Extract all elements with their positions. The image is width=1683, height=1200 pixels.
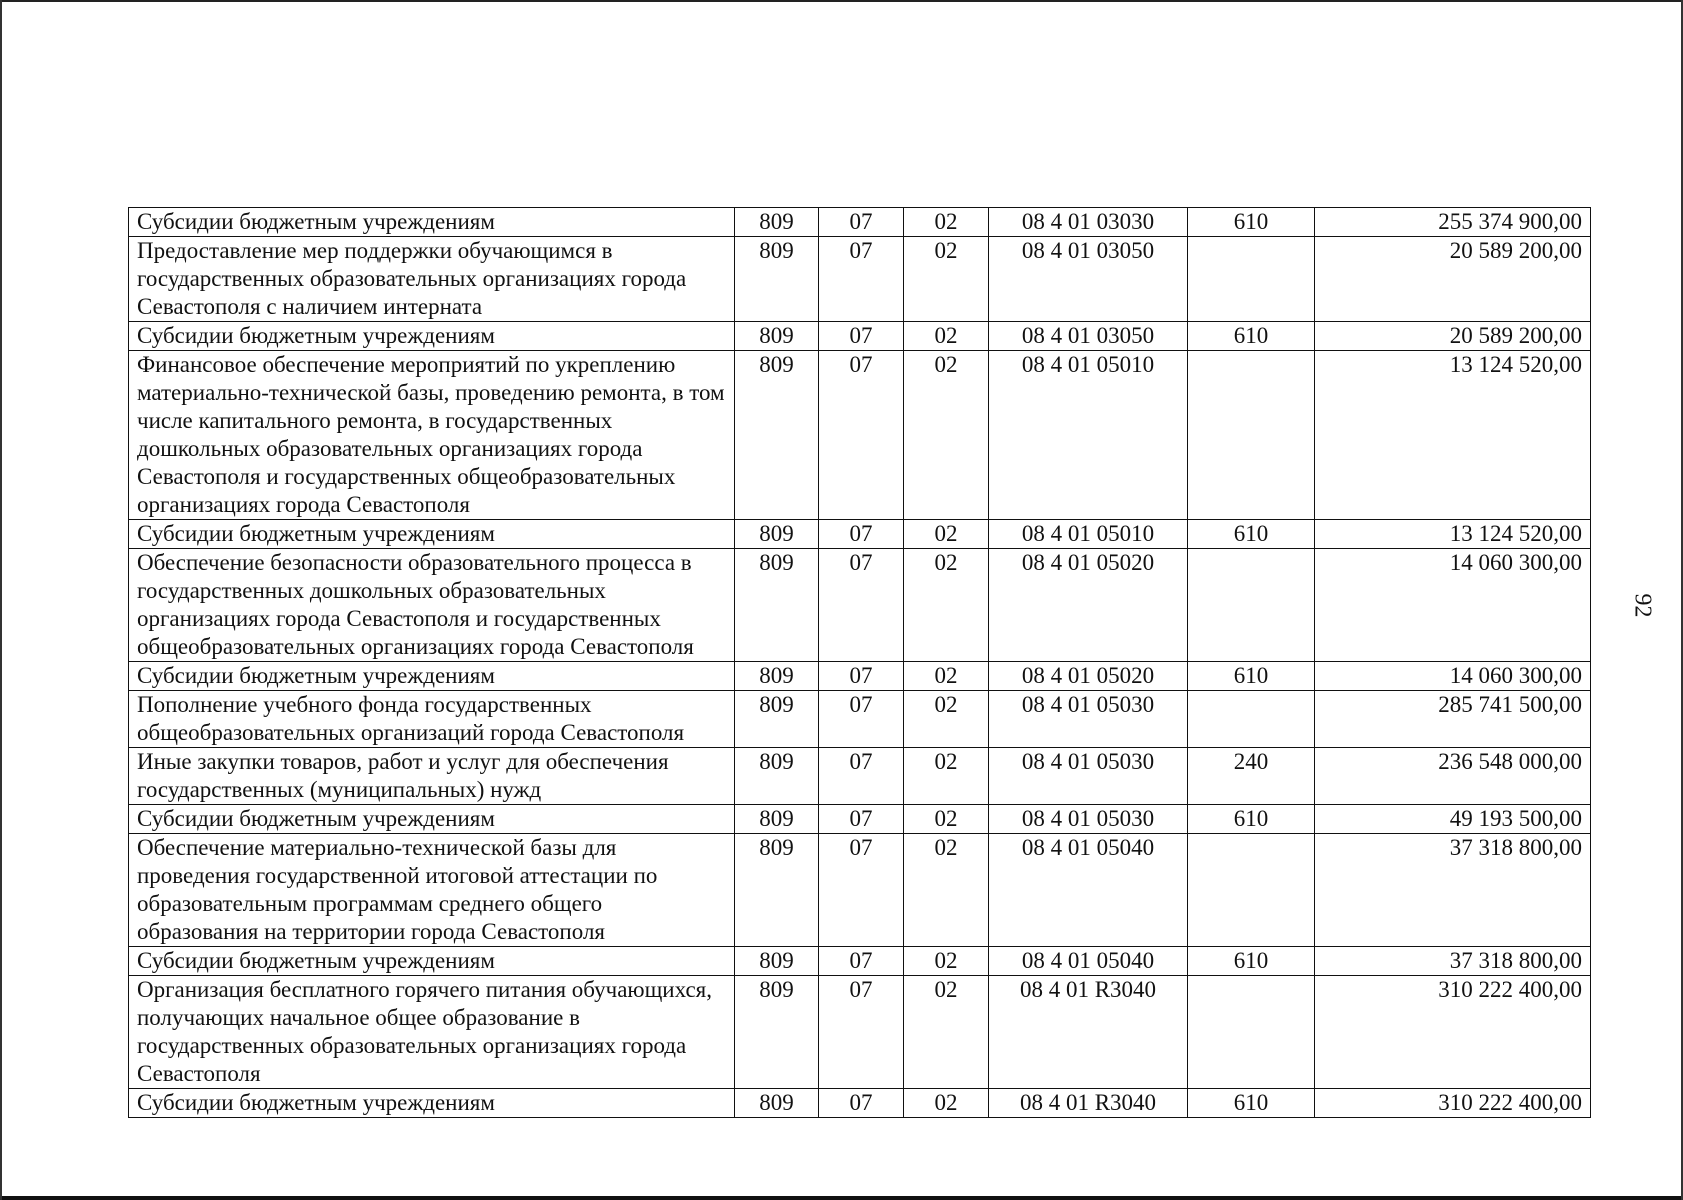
cell-target-article-code: 08 4 01 05010 [989,520,1188,549]
table-row [129,805,1591,834]
cell-expense-type-code: 610 [1188,520,1315,549]
cell-gr-code: 809 [735,322,819,351]
cell-subsection-code: 02 [904,237,989,322]
budget-table-body [129,208,1591,1118]
cell-target-article-code: 08 4 01 05040 [989,947,1188,976]
table-row [129,691,1591,748]
cell-subsection-code: 02 [904,549,989,662]
cell-amount: 14 060 300,00 [1315,549,1591,662]
cell-section-code: 07 [819,549,904,662]
cell-expense-type-code: 610 [1188,805,1315,834]
cell-gr-code: 809 [735,748,819,805]
cell-subsection-code: 02 [904,834,989,947]
cell-name: Иные закупки товаров, работ и услуг для обеспечения государственных (муниципальных) нужд [129,748,735,805]
cell-expense-type-code [1188,976,1315,1089]
budget-table [128,207,1591,1118]
cell-subsection-code: 02 [904,351,989,520]
cell-target-article-code: 08 4 01 05030 [989,748,1188,805]
cell-expense-type-code: 610 [1188,322,1315,351]
cell-name: Обеспечение безопасности образовательного процесса в государственных дошкольных образовательных организациях города Севастополя и государственных общеобразовательных организациях города Севастополя [129,549,735,662]
cell-expense-type-code: 610 [1188,662,1315,691]
cell-name: Субсидии бюджетным учреждениям [129,520,735,549]
cell-subsection-code: 02 [904,691,989,748]
cell-expense-type-code: 610 [1188,947,1315,976]
cell-gr-code: 809 [735,208,819,237]
cell-target-article-code: 08 4 01 03050 [989,322,1188,351]
cell-amount: 49 193 500,00 [1315,805,1591,834]
cell-target-article-code: 08 4 01 05030 [989,805,1188,834]
cell-section-code: 07 [819,691,904,748]
cell-expense-type-code [1188,237,1315,322]
cell-gr-code: 809 [735,520,819,549]
cell-target-article-code: 08 4 01 05010 [989,351,1188,520]
cell-name: Субсидии бюджетным учреждениям [129,662,735,691]
cell-section-code: 07 [819,805,904,834]
cell-gr-code: 809 [735,1089,819,1118]
cell-expense-type-code [1188,351,1315,520]
cell-section-code: 07 [819,237,904,322]
cell-name: Обеспечение материально-технической базы для проведения государственной итоговой аттестации по образовательным программам среднего общего образования на территории города Севастополя [129,834,735,947]
cell-subsection-code: 02 [904,805,989,834]
cell-section-code: 07 [819,662,904,691]
cell-gr-code: 809 [735,351,819,520]
cell-name: Субсидии бюджетным учреждениям [129,208,735,237]
cell-name: Финансовое обеспечение мероприятий по укреплению материально-технической базы, проведению ремонта, в том числе капитального ремонта, в государственных дошкольных образовательных организациях города Севастополя и государственных общеобразовательных организациях города Севастополя [129,351,735,520]
cell-amount: 310 222 400,00 [1315,976,1591,1089]
scan-edge-left [0,0,2,1200]
table-row [129,662,1591,691]
cell-amount: 285 741 500,00 [1315,691,1591,748]
cell-target-article-code: 08 4 01 05040 [989,834,1188,947]
cell-expense-type-code: 610 [1188,208,1315,237]
cell-expense-type-code [1188,834,1315,947]
cell-amount: 13 124 520,00 [1315,351,1591,520]
cell-target-article-code: 08 4 01 05030 [989,691,1188,748]
cell-subsection-code: 02 [904,1089,989,1118]
cell-amount: 13 124 520,00 [1315,520,1591,549]
table-row [129,976,1591,1089]
cell-amount: 20 589 200,00 [1315,237,1591,322]
cell-amount: 255 374 900,00 [1315,208,1591,237]
cell-name: Предоставление мер поддержки обучающимся в государственных образовательных организациях города Севастополя с наличием интерната [129,237,735,322]
cell-section-code: 07 [819,351,904,520]
page-number: 92 [1629,593,1656,618]
cell-target-article-code: 08 4 01 R3040 [989,1089,1188,1118]
cell-gr-code: 809 [735,947,819,976]
cell-gr-code: 809 [735,691,819,748]
cell-subsection-code: 02 [904,208,989,237]
cell-name: Субсидии бюджетным учреждениям [129,805,735,834]
cell-expense-type-code: 610 [1188,1089,1315,1118]
cell-target-article-code: 08 4 01 05020 [989,549,1188,662]
cell-gr-code: 809 [735,662,819,691]
table-row [129,322,1591,351]
cell-name: Организация бесплатного горячего питания обучающихся, получающих начальное общее образование в государственных образовательных организациях города Севастополя [129,976,735,1089]
cell-target-article-code: 08 4 01 R3040 [989,976,1188,1089]
cell-section-code: 07 [819,947,904,976]
table-row [129,237,1591,322]
cell-section-code: 07 [819,748,904,805]
cell-amount: 37 318 800,00 [1315,834,1591,947]
cell-section-code: 07 [819,976,904,1089]
cell-amount: 37 318 800,00 [1315,947,1591,976]
cell-gr-code: 809 [735,237,819,322]
cell-gr-code: 809 [735,805,819,834]
cell-target-article-code: 08 4 01 03050 [989,237,1188,322]
table-row [129,208,1591,237]
cell-target-article-code: 08 4 01 03030 [989,208,1188,237]
cell-section-code: 07 [819,1089,904,1118]
cell-expense-type-code: 240 [1188,748,1315,805]
cell-name: Субсидии бюджетным учреждениям [129,322,735,351]
cell-subsection-code: 02 [904,947,989,976]
table-row [129,834,1591,947]
cell-subsection-code: 02 [904,976,989,1089]
table-row [129,520,1591,549]
cell-subsection-code: 02 [904,748,989,805]
cell-section-code: 07 [819,208,904,237]
cell-section-code: 07 [819,322,904,351]
cell-name: Пополнение учебного фонда государственных общеобразовательных организаций города Севастополя [129,691,735,748]
scan-edge-top [0,0,1683,2]
cell-target-article-code: 08 4 01 05020 [989,662,1188,691]
cell-amount: 14 060 300,00 [1315,662,1591,691]
cell-amount: 20 589 200,00 [1315,322,1591,351]
cell-subsection-code: 02 [904,322,989,351]
table-row [129,351,1591,520]
cell-expense-type-code [1188,691,1315,748]
cell-gr-code: 809 [735,976,819,1089]
cell-amount: 236 548 000,00 [1315,748,1591,805]
table-row [129,748,1591,805]
cell-gr-code: 809 [735,834,819,947]
table-row [129,1089,1591,1118]
table-row [129,947,1591,976]
cell-gr-code: 809 [735,549,819,662]
cell-expense-type-code [1188,549,1315,662]
table-row [129,549,1591,662]
cell-section-code: 07 [819,520,904,549]
cell-subsection-code: 02 [904,520,989,549]
cell-section-code: 07 [819,834,904,947]
cell-name: Субсидии бюджетным учреждениям [129,947,735,976]
scan-edge-bottom [0,1196,1683,1200]
cell-name: Субсидии бюджетным учреждениям [129,1089,735,1118]
cell-amount: 310 222 400,00 [1315,1089,1591,1118]
cell-subsection-code: 02 [904,662,989,691]
